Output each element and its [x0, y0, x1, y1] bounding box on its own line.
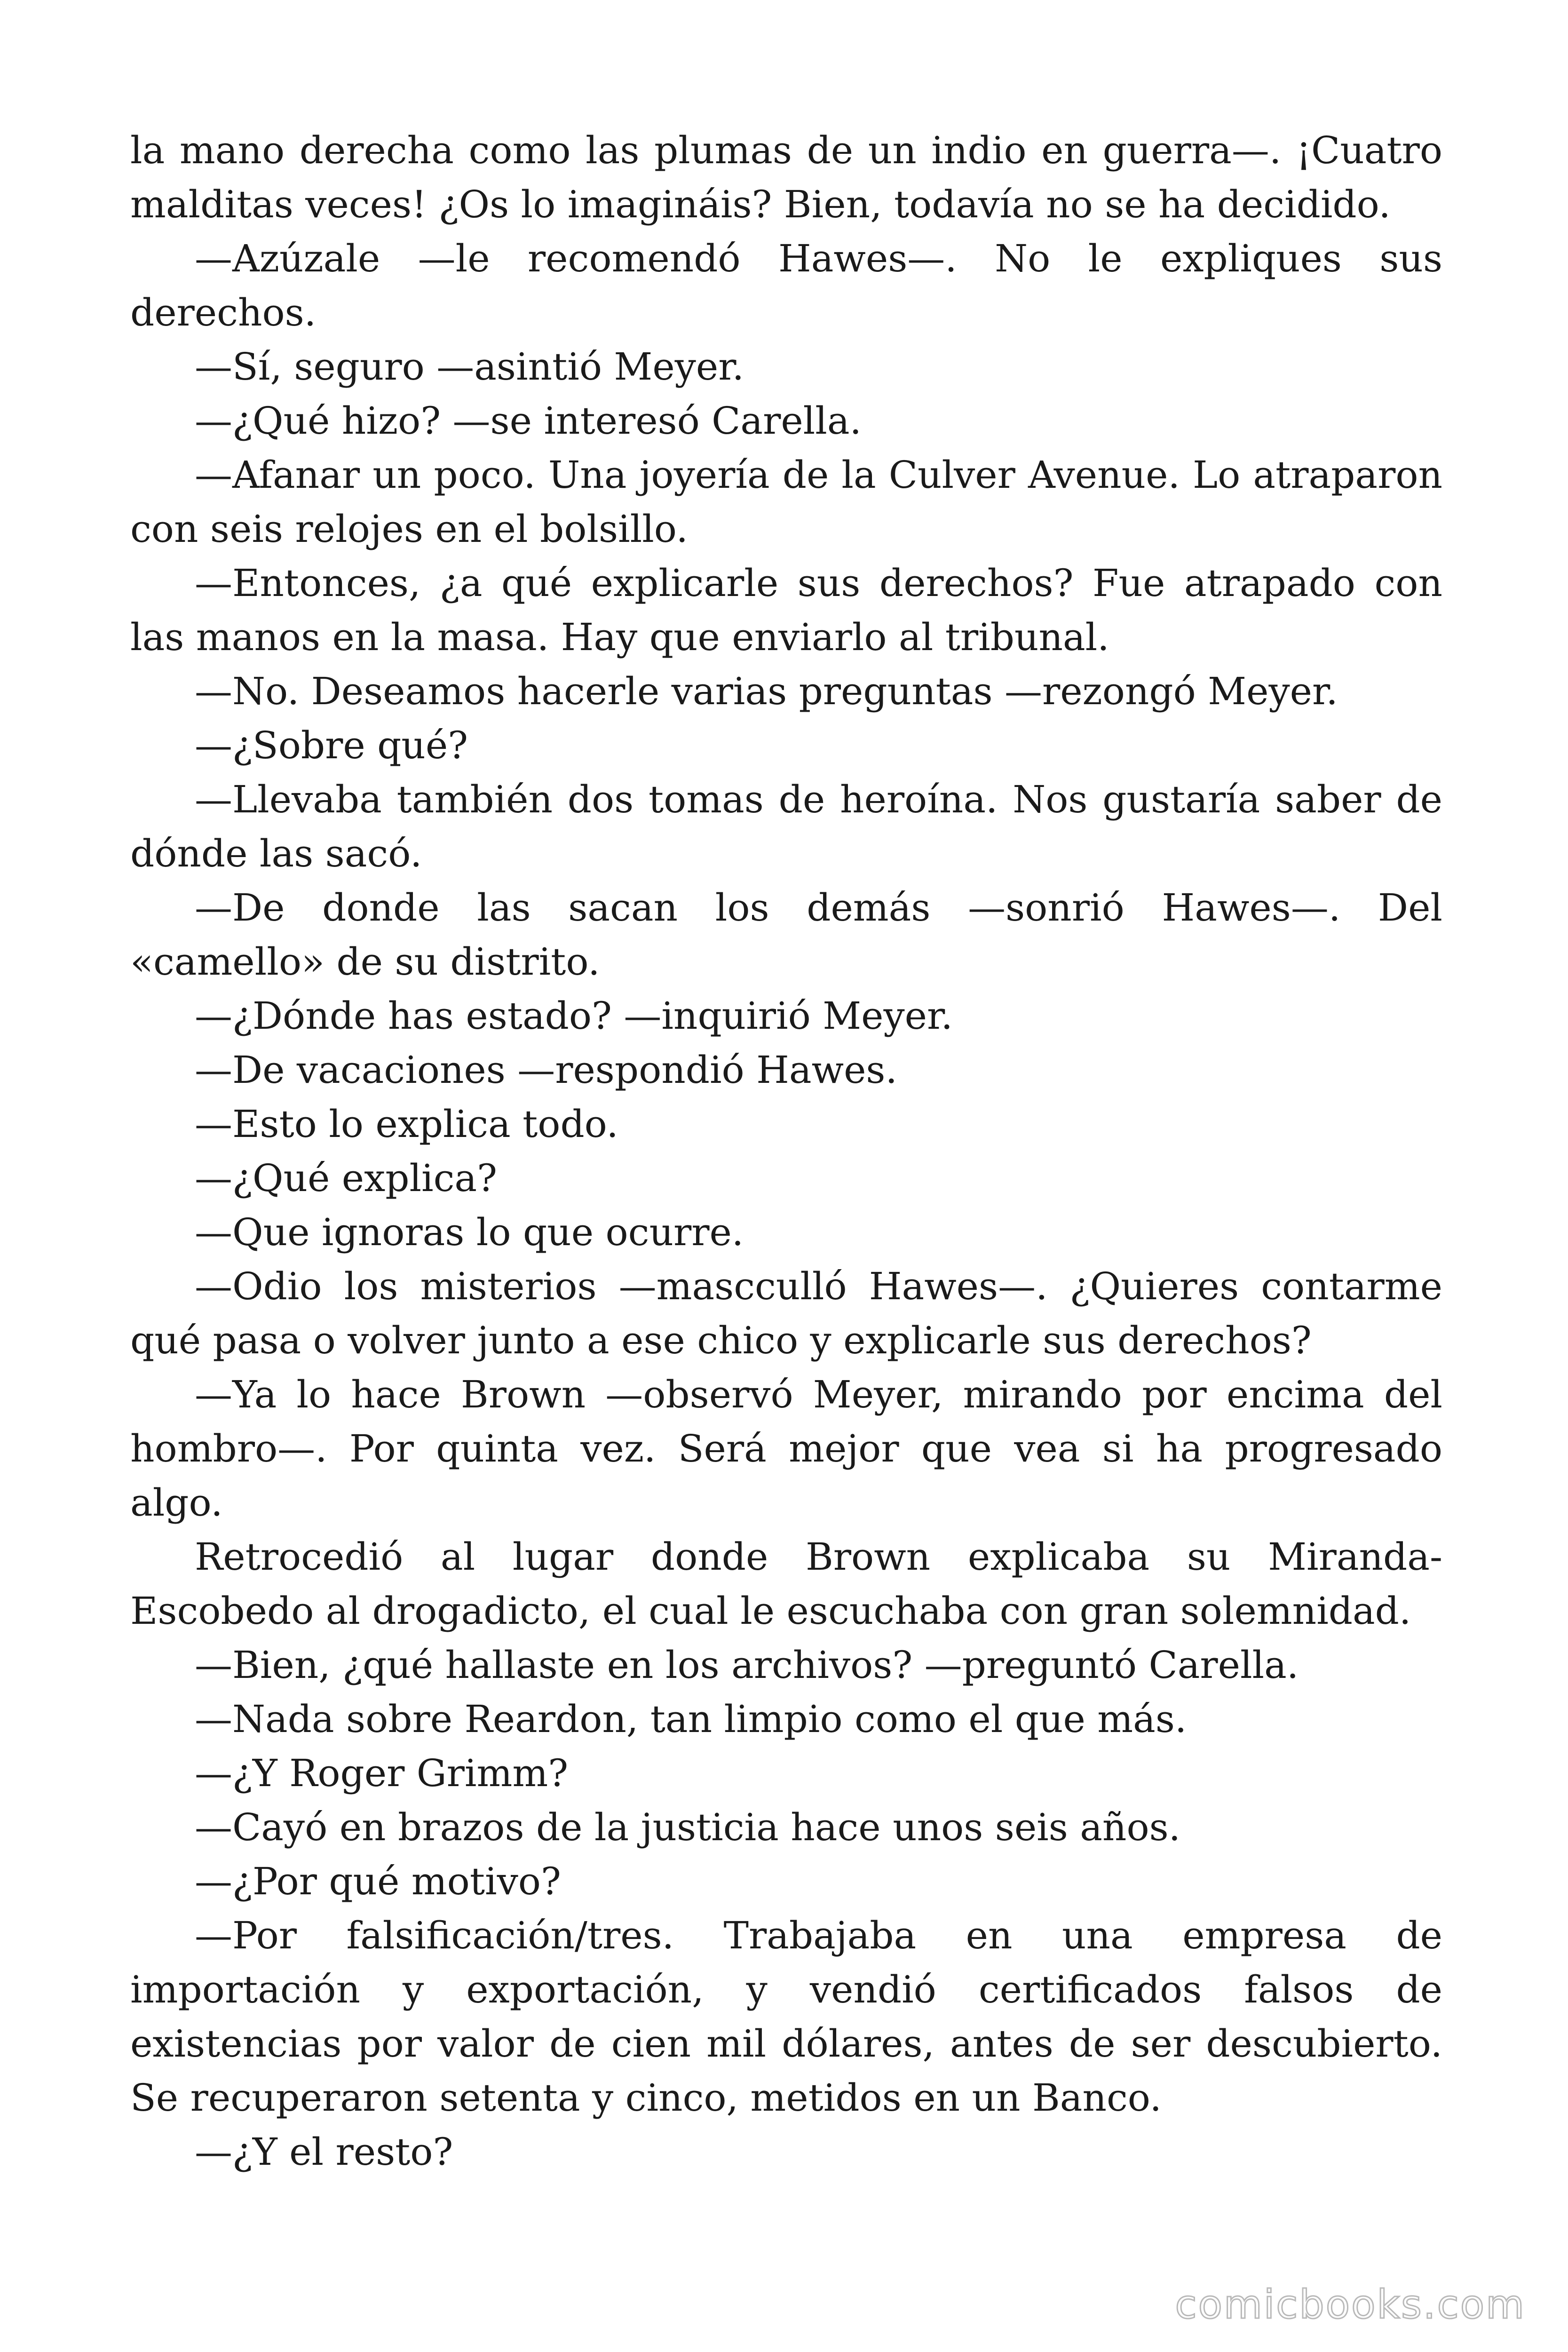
paragraph: —Nada sobre Reardon, tan limpio como el que más.: [195, 1697, 1187, 1741]
book-page-text: [130, 123, 1442, 2179]
paragraph: —Esto lo explica todo.: [195, 1102, 618, 1146]
paragraph: —Por falsificación/tres. Trabajaba en una empresa de importación y exportación, y vendió certificados falsos de existencias por valor de cien mil dólares, antes de ser descubierto. Se recuperaron setenta y cinco, metidos en un Banco.: [130, 1914, 1442, 2120]
paragraph: —No. Deseamos hacerle varias preguntas —rezongó Meyer.: [195, 669, 1338, 713]
paragraph: —Que ignoras lo que ocurre.: [195, 1210, 744, 1254]
watermark: comicbooks.com: [1175, 2281, 1526, 2328]
paragraph: —Ya lo hace Brown —observó Meyer, mirando por encima del hombro—. Por quinta vez. Será mejor que vea si ha progresado algo.: [130, 1373, 1442, 1525]
paragraph: —¿Y Roger Grimm?: [195, 1751, 569, 1795]
paragraph: —Sí, seguro —asintió Meyer.: [195, 345, 744, 389]
paragraph: —Llevaba también dos tomas de heroína. Nos gustaría saber de dónde las sacó.: [130, 778, 1442, 875]
paragraph: —Odio los misterios —mascculló Hawes—. ¿Quieres contarme qué pasa o volver junto a ese chico y explicarle sus derechos?: [130, 1264, 1442, 1362]
paragraph: la mano derecha como las plumas de un indio en guerra—. ¡Cuatro malditas veces! ¿Os lo imagináis? Bien, todavía no se ha decidido.: [130, 128, 1442, 226]
paragraph: —Afanar un poco. Una joyería de la Culver Avenue. Lo atraparon con seis relojes en el bolsillo.: [130, 453, 1442, 551]
paragraph: —¿Por qué motivo?: [195, 1859, 561, 1903]
paragraph: —¿Qué explica?: [195, 1156, 498, 1200]
paragraph: —Entonces, ¿a qué explicarle sus derechos? Fue atrapado con las manos en la masa. Hay que enviarlo al tribunal.: [130, 561, 1442, 659]
paragraph: —Azúzale —le recomendó Hawes—. No le expliques sus derechos.: [130, 237, 1442, 334]
paragraph: —De vacaciones —respondió Hawes.: [195, 1048, 897, 1092]
paragraph: —¿Dónde has estado? —inquirió Meyer.: [195, 994, 953, 1038]
paragraph: —¿Y el resto?: [195, 2130, 453, 2174]
paragraph: —De donde las sacan los demás —sonrió Hawes—. Del «camello» de su distrito.: [130, 886, 1442, 984]
paragraph: Retrocedió al lugar donde Brown explicaba su Miranda-Escobedo al drogadicto, el cual le escuchaba con gran solemnidad.: [130, 1535, 1442, 1633]
paragraph: —Cayó en brazos de la justicia hace unos seis años.: [195, 1805, 1181, 1849]
paragraph: —¿Qué hizo? —se interesó Carella.: [195, 399, 862, 443]
paragraph: —Bien, ¿qué hallaste en los archivos? —preguntó Carella.: [195, 1643, 1299, 1687]
paragraph: —¿Sobre qué?: [195, 723, 468, 767]
